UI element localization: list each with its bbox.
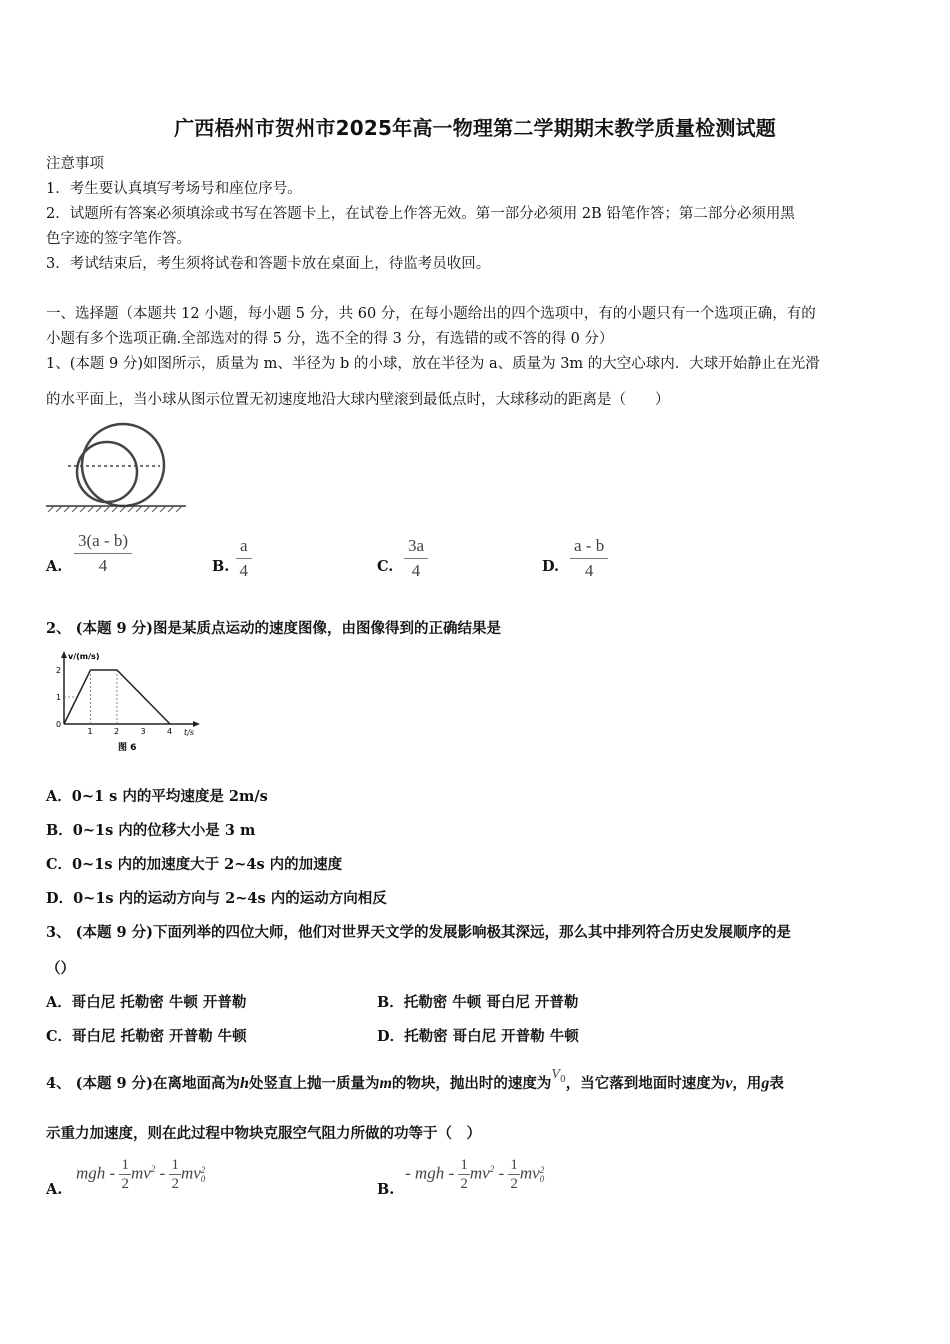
q4-option-a-label: A. (46, 1181, 63, 1198)
y-tick-label: 0 (56, 720, 62, 729)
var-v: v (725, 1075, 733, 1092)
var-m: m (379, 1075, 392, 1092)
q1-option-a-label: A. (46, 558, 63, 575)
q3-option-a: A．哥白尼 托勒密 牛顿 开普勒 (46, 994, 247, 1011)
var-h: h (240, 1075, 249, 1092)
q2-stem: 2、 (本题 9 分)图是某质点运动的速度图像，由图像得到的正确结果是 (46, 620, 502, 637)
q4-option-b-formula: - mgh - $\frac{1}{2}$ $mv^2$ - $\frac{1}{2}$ mv 2 0 (405, 1157, 545, 1192)
q1-figure-spheres (46, 420, 188, 512)
q3-stem: （） (46, 960, 75, 977)
q1-option-b-fraction: $\frac{a}{4}$ (236, 536, 252, 581)
q1-option-d-fraction: $\frac{a - b}{4}$ (570, 536, 608, 581)
q1-option-c-fraction: $\frac{3a}{4}$ (404, 536, 428, 581)
q4-stem: 示重力加速度，则在此过程中物块克服空气阻力所做的功等于（ ） (46, 1125, 481, 1142)
q3-option-b: B．托勒密 牛顿 哥白尼 开普勒 (377, 994, 579, 1011)
notice-item: 2．试题所有答案必须填涂或书写在答题卡上，在试卷上作答无效。第一部分必须用 2B 铅笔作答；第二部分必须用黑 (46, 206, 795, 222)
x-tick-label: 3 (140, 727, 146, 736)
q1-option-a-fraction: $\frac{3(a - b)}{4}$ (74, 531, 132, 576)
q2-option-d: D．0~1s 内的运动方向与 2~4s 内的运动方向相反 (46, 890, 387, 907)
section-heading: 一、选择题（本题共 12 小题，每小题 5 分，共 60 分，在每小题给出的四个选项中，有的小题只有一个选项正确，有的 (46, 306, 816, 322)
notice-item: 色字迹的签字笔作答。 (46, 231, 191, 247)
notice-heading: 注意事项 (46, 156, 104, 172)
q1-stem: 的水平面上，当小球从图示位置无初速度地沿大球内壁滚到最低点时，大球移动的距离是（ ） (46, 392, 670, 408)
q2-velocity-time-chart (42, 648, 202, 756)
q2-option-c: C．0~1s 内的加速度大于 2~4s 内的加速度 (46, 856, 343, 873)
q3-option-d: D．托勒密 哥白尼 开普勒 牛顿 (377, 1028, 579, 1045)
q2-option-b: B．0~1s 内的位移大小是 3 m (46, 822, 256, 839)
q3-stem: 3、 (本题 9 分)下面列举的四位大师，他们对世界天文学的发展影响极其深远，那么其中排列符合历史发展顺序的是 (46, 924, 792, 941)
var-g: g (761, 1075, 770, 1092)
chart-caption: 图 6 (118, 743, 137, 753)
q1-stem: 1、(本题 9 分)如图所示，质量为 m、半径为 b 的小球，放在半径为 a、质量为 3m 的大空心球内．大球开始静止在光滑 (46, 356, 820, 372)
q3-option-c: C．哥白尼 托勒密 开普勒 牛顿 (46, 1028, 247, 1045)
y-tick-label: 1 (56, 693, 62, 702)
notice-item: 1．考生要认真填写考场号和座位序号。 (46, 181, 302, 197)
q1-option-b-label: B. (212, 558, 230, 575)
y-axis-label: v/(m/s) (68, 652, 100, 661)
x-axis-label: t/s (184, 728, 195, 737)
notice-item: 3．考试结束后，考生须将试卷和答题卡放在桌面上，待监考员收回。 (46, 256, 491, 272)
q2-option-a: A．0~1 s 内的平均速度是 2m/s (46, 788, 268, 805)
x-tick-label: 2 (114, 727, 120, 736)
x-tick-label: 1 (87, 727, 93, 736)
y-tick-label: 2 (56, 666, 62, 675)
section-heading: 小题有多个选项正确.全部选对的得 5 分，选不全的得 3 分，有选错的或不答的得 0 分） (46, 331, 614, 347)
var-v0: $V_0$ (551, 1067, 566, 1085)
q1-option-c-label: C. (377, 558, 394, 575)
page-title: 广西梧州市贺州市2025年高一物理第二学期期末教学质量检测试题 (174, 116, 776, 140)
q4-option-b-label: B. (377, 1181, 395, 1198)
q1-option-d-label: D. (542, 558, 560, 575)
x-tick-label: 4 (167, 727, 173, 736)
q4-option-a-formula: mgh - $\frac{1}{2}$ $mv^2$ - $\frac{1}{2}$ mv 2 0 (76, 1157, 206, 1192)
q4-stem: 4、 (本题 9 分)在离地面高为h处竖直上抛一质量为m的物块，抛出时的速度为$V_0$，当它落到地面时速度为v，用g表 (46, 1067, 784, 1092)
